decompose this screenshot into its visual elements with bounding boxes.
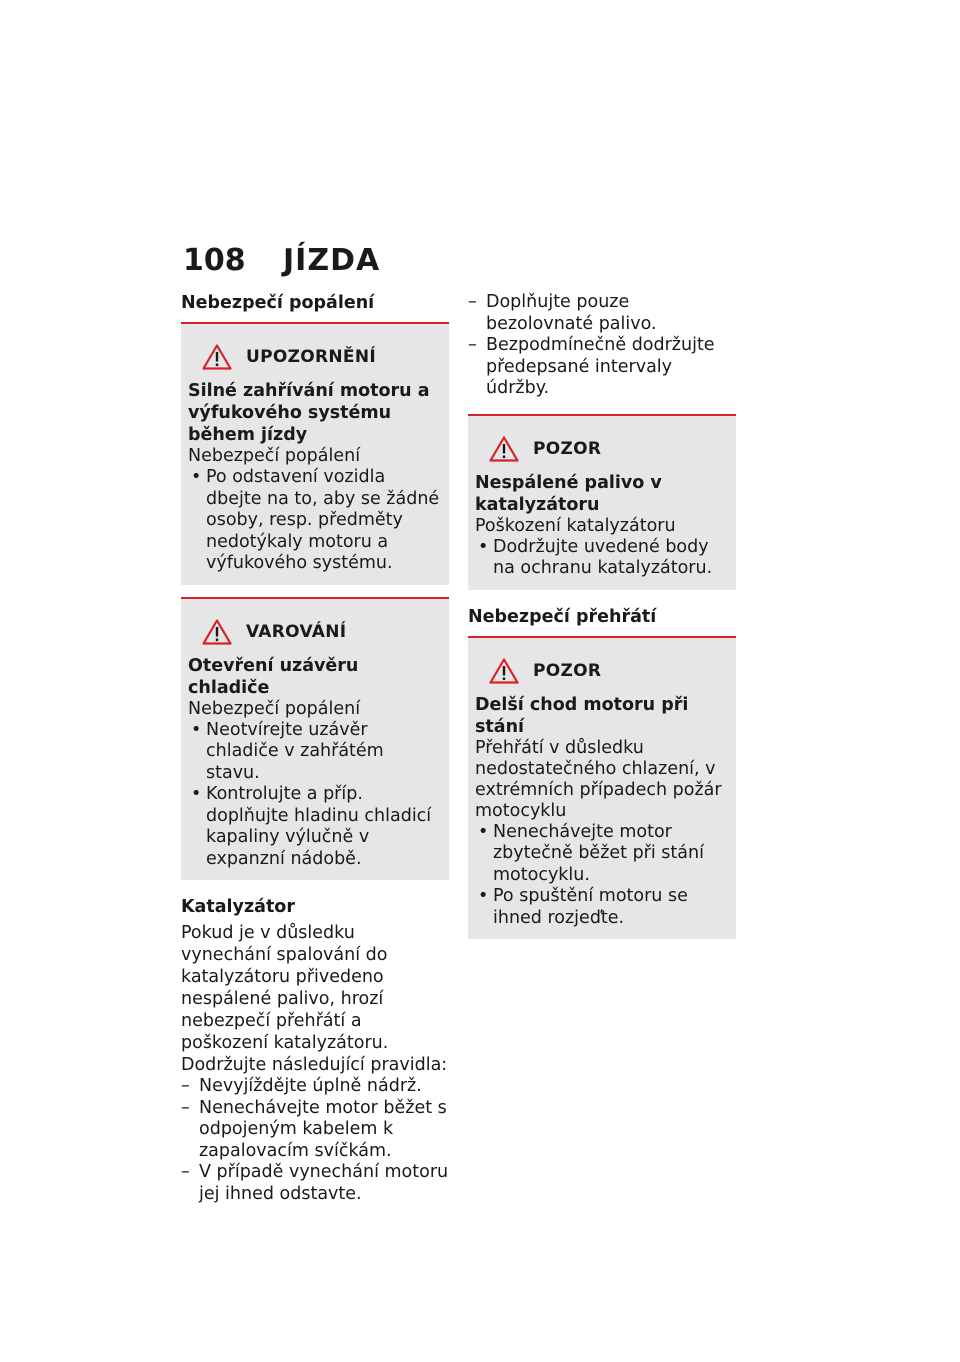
warning-triangle-icon (489, 436, 519, 462)
list-item: • Neotvírejte uzávěr chladiče v zahřátém stavu. (188, 720, 442, 785)
notice-box-header (202, 344, 442, 370)
notice-title: Silné zahřívání motoru a výfukového systému během jízdy (188, 381, 430, 445)
notice-title: Delší chod motoru při stání (475, 694, 689, 737)
notice-box-warning (181, 322, 449, 585)
notice-label: UPOZORNĚNÍ (246, 347, 376, 367)
rules-list (181, 1076, 449, 1205)
list-item: – Bezpodmínečně dodržujte předepsané intervaly údržby. (468, 335, 736, 400)
notice-subtitle: Nebezpečí popálení (188, 698, 361, 719)
notice-label: POZOR (533, 660, 602, 681)
rules-intro: Dodržujte následující pravidla: (181, 1055, 448, 1075)
notice-list (475, 822, 729, 930)
paragraph-catalyst: Pokud je v důsledku vynechání spalování do katalyzátoru přivedeno nespálené palivo, hrozí nebezpečí přehřátí a poškození katalyzátoru. (181, 923, 389, 1053)
list-item: – Doplňujte pouze bezolovnaté palivo. (468, 292, 736, 335)
section-heading-catalyst: Katalyzátor (181, 897, 295, 917)
list-item: – Nevyjíždějte úplně nádrž. (181, 1076, 449, 1098)
rules-list-continued (468, 292, 736, 400)
list-item: • Kontrolujte a příp. doplňujte hladinu chladicí kapaliny výlučně v expanzní nádobě. (188, 784, 442, 870)
notice-subtitle: Přehřátí v důsledku nedostatečného chlazení, v extrémních případech požár motocyklu (475, 737, 722, 821)
page-number: 108 (183, 243, 246, 278)
notice-box-header (202, 619, 442, 645)
warning-triangle-icon (489, 658, 519, 684)
list-item: • Po odstavení vozidla dbejte na to, aby se žádné osoby, resp. předměty nedotýkaly motoru a výfukového systému. (188, 467, 442, 575)
list-item: – Nenechávejte motor běžet s odpojeným kabelem k zapalovacím svíčkám. (181, 1098, 449, 1163)
list-item: • Nenechávejte motor zbytečně běžet při stání motocyklu. (475, 822, 729, 887)
notice-title: Nespálené palivo v katalyzátoru (475, 472, 662, 515)
notice-box-attention (468, 636, 736, 940)
notice-title: Otevření uzávěru chladiče (188, 655, 359, 698)
notice-list (188, 467, 442, 575)
notice-box-header (489, 658, 729, 684)
right-column (468, 292, 736, 939)
section-heading-burn: Nebezpečí popálení (181, 293, 375, 313)
warning-triangle-icon (202, 619, 232, 645)
notice-list (475, 537, 729, 580)
notice-label: VAROVÁNÍ (246, 621, 347, 642)
list-item: – V případě vynechání motoru jej ihned odstavte. (181, 1162, 449, 1205)
notice-box-header (489, 436, 729, 462)
list-item: • Dodržujte uvedené body na ochranu katalyzátoru. (475, 537, 729, 580)
notice-label: POZOR (533, 438, 602, 459)
section-heading-overheat: Nebezpečí přehřátí (468, 606, 657, 627)
page-header (183, 243, 380, 278)
chapter-title: JÍZDA (283, 243, 381, 278)
notice-box-attention (468, 414, 736, 590)
left-column (181, 292, 449, 1205)
notice-box-caution (181, 597, 449, 881)
notice-list (188, 720, 442, 871)
warning-triangle-icon (202, 344, 232, 370)
notice-subtitle: Nebezpečí popálení (188, 446, 361, 466)
notice-subtitle: Poškození katalyzátoru (475, 515, 676, 536)
list-item: • Po spuštění motoru se ihned rozjeďte. (475, 886, 729, 929)
